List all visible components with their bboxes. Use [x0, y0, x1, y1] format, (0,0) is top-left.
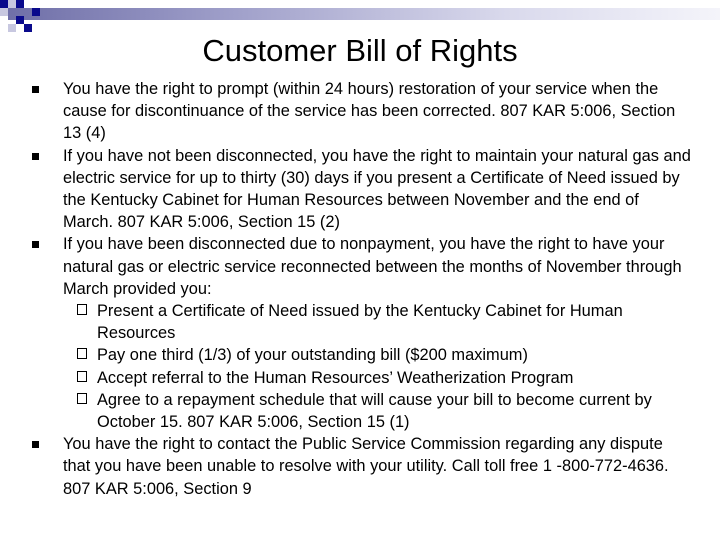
list-item: [32, 145, 692, 234]
checkbox-bullet-icon: [77, 371, 87, 382]
deco-square: [16, 0, 24, 8]
checkbox-bullet-icon: [77, 304, 87, 315]
list-item-text: If you have not been disconnected, you have the right to maintain your natural gas and electric service for up to thirty (30) days if you present a Certificate of Need issued by the Kentucky Cabinet for Human Resources between November and the end of March. 807 KAR 5:006, Section 15 (2): [63, 146, 691, 232]
sub-list-item: [32, 300, 692, 344]
list-item-text: You have the right to prompt (within 24 hours) restoration of your service when the cause for discontinuance of the service has been corrected. 807 KAR 5:006, Section 13 (4): [63, 80, 676, 143]
deco-square: [32, 8, 40, 16]
sub-list-item-text: Agree to a repayment schedule that will cause your bill to become current by October 15. 807 KAR 5:006, Section 15 (1): [97, 390, 652, 432]
sub-list-item-text: Pay one third (1/3) of your outstanding bill ($200 maximum): [97, 346, 528, 365]
square-bullet-icon: [32, 86, 39, 93]
list-item: [32, 433, 692, 500]
rights-list: [32, 78, 692, 500]
list-item: [32, 78, 692, 145]
page-title: Customer Bill of Rights: [202, 33, 518, 68]
sub-list-item-text: Present a Certificate of Need issued by the Kentucky Cabinet for Human Resources: [97, 302, 623, 343]
header-gradient-bar: [8, 8, 720, 20]
deco-square: [8, 0, 16, 8]
deco-square: [8, 24, 16, 32]
deco-square: [0, 8, 8, 16]
square-bullet-icon: [32, 153, 39, 160]
sub-list-item-text: Accept referral to the Human Resources’ Weatherization Program: [97, 368, 574, 387]
list-item-text: You have the right to contact the Public Service Commission regarding any dispute that you have been unable to resolve with your utility. Call toll free 1 -800-772-4636. 807 KAR 5:006, Section 9: [63, 435, 669, 498]
deco-square: [24, 24, 32, 32]
list-item: [32, 233, 692, 300]
checkbox-bullet-icon: [77, 348, 87, 359]
checkbox-bullet-icon: [77, 393, 87, 404]
sub-list-item: [32, 389, 692, 433]
deco-square: [0, 0, 8, 8]
sub-list-item: [32, 344, 692, 366]
square-bullet-icon: [32, 441, 39, 448]
deco-square: [16, 16, 24, 24]
sub-list-item: [32, 367, 692, 389]
square-bullet-icon: [32, 241, 39, 248]
list-item-text: If you have been disconnected due to nonpayment, you have the right to have your natural gas or electric service reconnected between the months of November through March provided you:: [63, 235, 682, 298]
